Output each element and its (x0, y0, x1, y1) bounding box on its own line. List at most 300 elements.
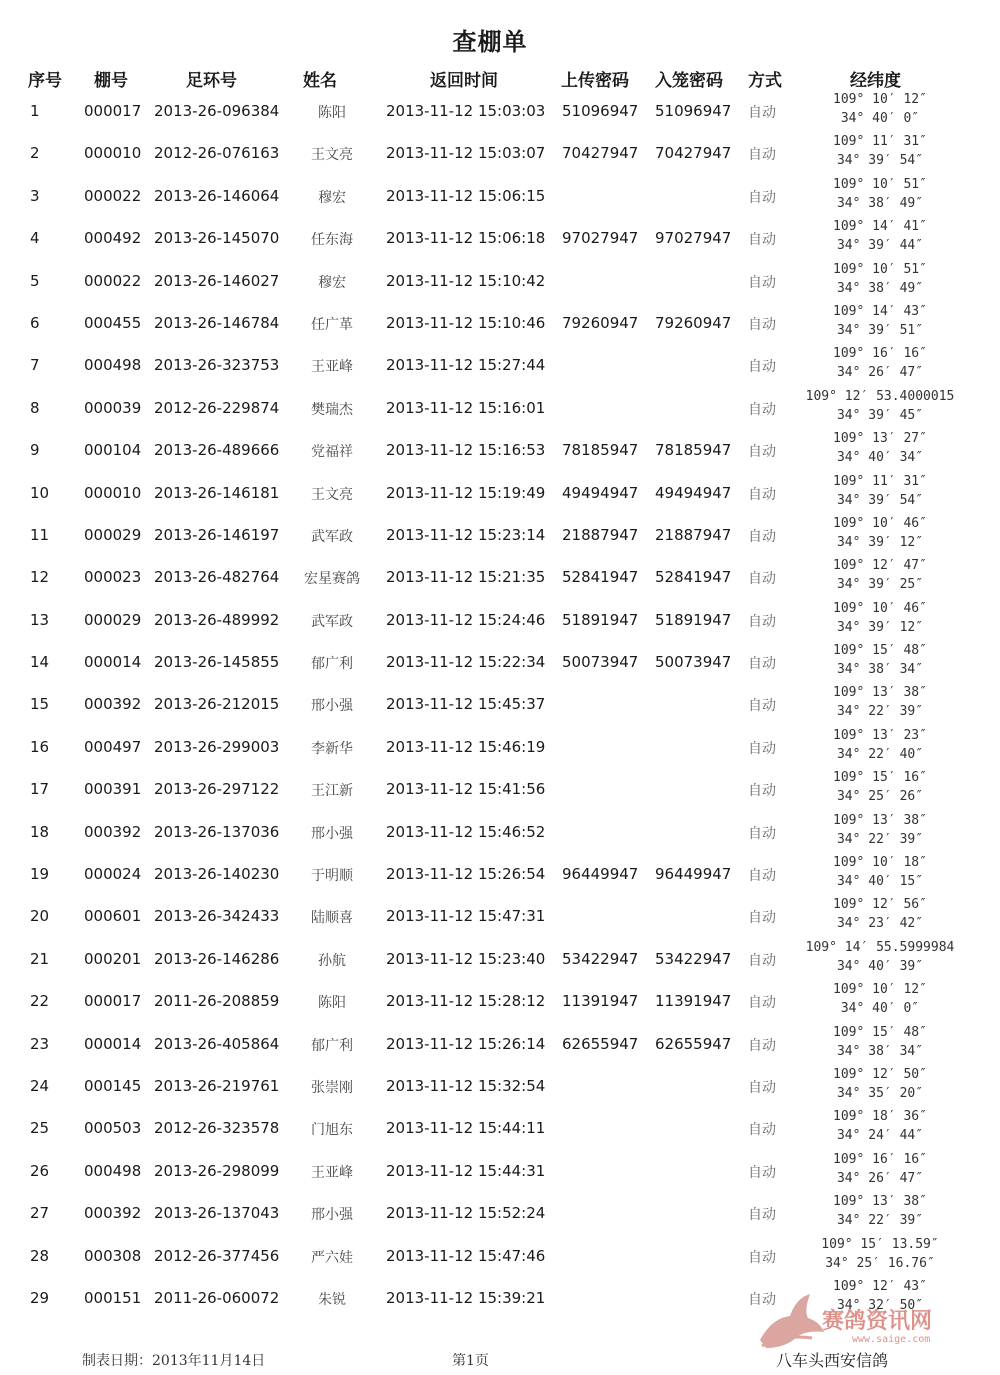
row-time: 2013-11-12 15:45:37 (386, 695, 546, 714)
row-geo (790, 1150, 970, 1188)
row-index: 10 (30, 483, 50, 502)
row-mode: 自动 (748, 105, 776, 121)
row-longitude: 109° 11′ 31″ (833, 134, 927, 150)
row-basket: 79260947 (655, 313, 732, 332)
row-index: 29 (30, 1288, 50, 1307)
row-longitude: 109° 15′ 13.59″ (821, 1236, 939, 1252)
row-longitude: 109° 15′ 16″ (833, 770, 927, 786)
row-geo (790, 217, 970, 255)
row-mode: 自动 (748, 1037, 776, 1054)
row-mode: 自动 (748, 952, 776, 969)
row-longitude: 109° 12′ 47″ (833, 558, 927, 574)
row-ring: 2013-26-146784 (154, 313, 280, 332)
row-longitude: 109° 10′ 51″ (833, 176, 927, 192)
row-time: 2013-11-12 15:06:15 (386, 186, 546, 205)
header-geo: 经纬度 (850, 71, 901, 91)
row-longitude: 109° 14′ 55.5999984 (805, 939, 955, 955)
row-time: 2013-11-12 15:10:46 (386, 313, 546, 332)
row-index: 7 (30, 356, 40, 375)
row-time: 2013-11-12 15:06:18 (386, 229, 546, 248)
row-ring: 2013-26-137036 (154, 822, 280, 841)
row-geo (790, 938, 970, 976)
row-mode: 自动 (748, 571, 776, 588)
row-time: 2013-11-12 15:47:46 (386, 1246, 546, 1265)
row-ring: 2012-26-076163 (154, 144, 280, 163)
row-name: 王文亮 (311, 486, 353, 503)
row-ring: 2013-26-219761 (154, 1076, 280, 1095)
row-geo (790, 1235, 970, 1273)
row-time: 2013-11-12 15:16:01 (386, 398, 546, 417)
row-index: 2 (30, 144, 40, 163)
row-mode: 自动 (748, 740, 776, 757)
row-ring: 2013-26-212015 (154, 695, 280, 714)
row-ring: 2012-26-229874 (154, 398, 280, 417)
row-longitude: 109° 10′ 46″ (833, 600, 927, 616)
row-upload: 21887947 (562, 525, 639, 544)
row-name: 陈阳 (318, 995, 346, 1012)
row-longitude: 109° 14′ 41″ (833, 219, 927, 235)
row-longitude: 109° 15′ 48″ (833, 1024, 927, 1040)
row-basket: 70427947 (655, 144, 732, 163)
table-body (0, 92, 1000, 1327)
row-geo (790, 1023, 970, 1061)
row-name: 王亚峰 (311, 359, 353, 376)
row-index: 26 (30, 1161, 50, 1180)
document-title: 查棚单 (452, 28, 528, 56)
row-index: 8 (30, 398, 40, 417)
row-geo (790, 895, 970, 933)
row-ring: 2013-26-145855 (154, 653, 280, 672)
header-basket: 入笼密码 (655, 71, 723, 91)
row-shed: 000392 (84, 695, 142, 714)
header-upload: 上传密码 (561, 71, 629, 91)
row-time: 2013-11-12 15:03:03 (386, 102, 546, 120)
header-ring: 足环号 (186, 71, 237, 91)
row-shed: 000014 (84, 1034, 142, 1053)
row-shed: 000492 (84, 229, 142, 248)
row-name: 邢小强 (311, 825, 353, 842)
row-basket: 62655947 (655, 1034, 732, 1053)
row-latitude: 34° 39′ 25″ (836, 577, 924, 593)
row-geo (790, 726, 970, 764)
row-shed: 000151 (84, 1288, 142, 1307)
row-shed: 000022 (84, 271, 142, 290)
row-latitude: 34° 22′ 40″ (836, 746, 924, 762)
row-ring: 2012-26-323578 (154, 1119, 280, 1138)
row-time: 2013-11-12 15:32:54 (386, 1076, 546, 1095)
row-time: 2013-11-12 15:24:46 (386, 610, 546, 629)
row-name: 郁广利 (311, 656, 353, 673)
row-shed: 000455 (84, 313, 142, 332)
row-mode: 自动 (748, 1207, 776, 1224)
row-latitude: 34° 40′ 0″ (840, 1001, 920, 1017)
row-geo (790, 853, 970, 891)
row-mode: 自动 (748, 444, 776, 461)
row-name: 王亚峰 (311, 1164, 353, 1181)
row-shed: 000017 (84, 992, 142, 1011)
row-geo (790, 811, 970, 849)
watermark-url: www.saige.com (852, 1334, 931, 1345)
row-latitude: 34° 40′ 0″ (840, 111, 920, 126)
row-name: 武军政 (311, 528, 353, 545)
row-latitude: 34° 32′ 50″ (836, 1297, 924, 1313)
row-longitude: 109° 18′ 36″ (833, 1109, 927, 1125)
row-name: 党福祥 (311, 444, 353, 461)
row-index: 15 (30, 695, 50, 714)
row-time: 2013-11-12 15:52:24 (386, 1204, 546, 1223)
row-longitude: 109° 13′ 38″ (833, 685, 927, 701)
watermark (752, 1288, 982, 1368)
row-time: 2013-11-12 15:26:54 (386, 865, 546, 884)
row-name: 任广革 (311, 316, 353, 333)
row-basket: 50073947 (655, 653, 732, 672)
row-upload: 51096947 (562, 102, 639, 120)
row-basket: 49494947 (655, 483, 732, 502)
row-latitude: 34° 39′ 54″ (836, 153, 924, 169)
row-shed: 000029 (84, 610, 142, 629)
row-latitude: 34° 39′ 45″ (836, 407, 924, 423)
row-time: 2013-11-12 15:16:53 (386, 441, 546, 460)
row-basket: 21887947 (655, 525, 732, 544)
row-index: 19 (30, 865, 50, 884)
row-shed: 000497 (84, 737, 142, 756)
row-geo (790, 980, 970, 1018)
row-mode: 自动 (748, 910, 776, 927)
row-longitude: 109° 10′ 46″ (833, 515, 927, 531)
row-ring: 2011-26-208859 (154, 992, 280, 1011)
row-time: 2013-11-12 15:03:07 (386, 144, 546, 163)
row-time: 2013-11-12 15:23:14 (386, 525, 546, 544)
row-geo (790, 90, 970, 128)
row-index: 28 (30, 1246, 50, 1265)
row-mode: 自动 (748, 189, 776, 206)
row-index: 3 (30, 186, 40, 205)
row-mode: 自动 (748, 147, 776, 164)
row-time: 2013-11-12 15:41:56 (386, 780, 546, 799)
row-index: 12 (30, 568, 50, 587)
row-basket: 97027947 (655, 229, 732, 248)
row-latitude: 34° 40′ 39″ (836, 958, 924, 974)
row-ring: 2013-26-405864 (154, 1034, 280, 1053)
row-geo (790, 768, 970, 806)
header-mode: 方式 (748, 71, 782, 91)
row-name: 李新华 (311, 740, 353, 757)
row-shed: 000145 (84, 1076, 142, 1095)
row-mode: 自动 (748, 1079, 776, 1096)
row-latitude: 34° 25′ 16.76″ (825, 1255, 935, 1271)
row-ring: 2013-26-146064 (154, 186, 280, 205)
row-mode: 自动 (748, 825, 776, 842)
row-ring: 2013-26-482764 (154, 568, 280, 587)
row-basket: 78185947 (655, 441, 732, 460)
row-ring: 2013-26-146181 (154, 483, 280, 502)
row-latitude: 34° 40′ 15″ (836, 874, 924, 890)
row-geo (790, 641, 970, 679)
row-latitude: 34° 39′ 54″ (836, 492, 924, 508)
row-longitude: 109° 12′ 50″ (833, 1066, 927, 1082)
row-upload: 51891947 (562, 610, 639, 629)
row-index: 9 (30, 441, 40, 460)
header-shed: 棚号 (94, 71, 128, 91)
row-name: 邢小强 (311, 698, 353, 715)
row-geo (790, 1107, 970, 1145)
row-longitude: 109° 13′ 38″ (833, 1194, 927, 1210)
row-ring: 2013-26-137043 (154, 1204, 280, 1223)
row-ring: 2013-26-145070 (154, 229, 280, 248)
footer-date: 制表日期：2013年11月14日 (82, 1353, 266, 1369)
row-index: 1 (30, 102, 40, 120)
row-name: 宏星赛鸽 (304, 571, 360, 588)
row-longitude: 109° 13′ 27″ (833, 431, 927, 447)
row-geo (790, 556, 970, 594)
row-geo (790, 599, 970, 637)
row-ring: 2013-26-140230 (154, 865, 280, 884)
row-ring: 2013-26-299003 (154, 737, 280, 756)
row-ring: 2013-26-489666 (154, 441, 280, 460)
header-time: 返回时间 (430, 71, 498, 91)
row-basket: 96449947 (655, 865, 732, 884)
row-longitude: 109° 16′ 16″ (833, 1151, 927, 1167)
row-name: 邢小强 (311, 1207, 353, 1224)
row-mode: 自动 (748, 486, 776, 503)
row-shed: 000024 (84, 865, 142, 884)
row-index: 20 (30, 907, 50, 926)
row-latitude: 34° 39′ 12″ (836, 534, 924, 550)
row-latitude: 34° 35′ 20″ (836, 1085, 924, 1101)
row-geo (790, 429, 970, 467)
row-time: 2013-11-12 15:46:52 (386, 822, 546, 841)
row-time: 2013-11-12 15:46:19 (386, 737, 546, 756)
row-shed: 000023 (84, 568, 142, 587)
row-shed: 000498 (84, 1161, 142, 1180)
row-index: 17 (30, 780, 50, 799)
row-longitude: 109° 10′ 51″ (833, 261, 927, 277)
row-name: 朱锐 (318, 1291, 346, 1308)
row-time: 2013-11-12 15:39:21 (386, 1288, 546, 1307)
row-latitude: 34° 38′ 49″ (836, 195, 924, 211)
row-time: 2013-11-12 15:27:44 (386, 356, 546, 375)
row-ring: 2013-26-297122 (154, 780, 280, 799)
row-mode: 自动 (748, 359, 776, 376)
row-ring: 2013-26-342433 (154, 907, 280, 926)
row-index: 21 (30, 949, 50, 968)
row-mode: 自动 (748, 1249, 776, 1266)
row-latitude: 34° 25′ 26″ (836, 789, 924, 805)
row-mode: 自动 (748, 1122, 776, 1139)
row-shed: 000601 (84, 907, 142, 926)
row-geo (790, 1065, 970, 1103)
row-mode: 自动 (748, 995, 776, 1012)
row-time: 2013-11-12 15:26:14 (386, 1034, 546, 1053)
row-name: 严六娃 (311, 1249, 353, 1266)
row-basket: 51096947 (655, 102, 732, 120)
row-ring: 2013-26-489992 (154, 610, 280, 629)
row-shed: 000017 (84, 102, 142, 120)
row-time: 2013-11-12 15:28:12 (386, 992, 546, 1011)
row-longitude: 109° 10′ 18″ (833, 855, 927, 871)
row-latitude: 34° 26′ 47″ (836, 1170, 924, 1186)
row-ring: 2012-26-377456 (154, 1246, 280, 1265)
row-time: 2013-11-12 15:21:35 (386, 568, 546, 587)
row-latitude: 34° 39′ 12″ (836, 619, 924, 635)
row-upload: 78185947 (562, 441, 639, 460)
header-idx: 序号 (28, 71, 62, 91)
row-name: 任东海 (311, 232, 353, 249)
row-longitude: 109° 13′ 23″ (833, 727, 927, 743)
row-index: 11 (30, 525, 50, 544)
row-upload: 79260947 (562, 313, 639, 332)
row-upload: 11391947 (562, 992, 639, 1011)
row-mode: 自动 (748, 528, 776, 545)
row-name: 于明顺 (311, 868, 353, 885)
row-time: 2013-11-12 15:19:49 (386, 483, 546, 502)
footer-signature: 八车头西安信鸽 (776, 1351, 889, 1370)
row-basket: 11391947 (655, 992, 732, 1011)
row-geo (790, 344, 970, 382)
row-latitude: 34° 22′ 39″ (836, 831, 924, 847)
row-geo (790, 683, 970, 721)
row-longitude: 109° 11′ 31″ (833, 473, 927, 489)
row-upload: 97027947 (562, 229, 639, 248)
row-latitude: 34° 24′ 44″ (836, 1128, 924, 1144)
pigeon-logo-icon (752, 1288, 828, 1354)
row-longitude: 109° 12′ 53.4000015 (805, 388, 955, 404)
row-index: 5 (30, 271, 40, 290)
row-index: 24 (30, 1076, 50, 1095)
row-ring: 2011-26-060072 (154, 1288, 280, 1307)
row-shed: 000029 (84, 525, 142, 544)
row-mode: 自动 (748, 274, 776, 291)
row-index: 18 (30, 822, 50, 841)
row-index: 16 (30, 737, 50, 756)
row-index: 4 (30, 229, 40, 248)
row-name: 穆宏 (318, 189, 346, 206)
row-longitude: 109° 14′ 43″ (833, 303, 927, 319)
row-latitude: 34° 38′ 34″ (836, 1043, 924, 1059)
row-longitude: 109° 16′ 16″ (833, 346, 927, 362)
row-latitude: 34° 26′ 47″ (836, 365, 924, 381)
row-index: 25 (30, 1119, 50, 1138)
row-latitude: 34° 40′ 34″ (836, 450, 924, 466)
footer-page: 第1页 (452, 1353, 489, 1369)
row-time: 2013-11-12 15:23:40 (386, 949, 546, 968)
row-name: 陈阳 (318, 105, 346, 121)
row-name: 孙航 (318, 952, 346, 969)
row-shed: 000392 (84, 822, 142, 841)
row-ring: 2013-26-146197 (154, 525, 280, 544)
row-geo (790, 302, 970, 340)
row-latitude: 34° 38′ 49″ (836, 280, 924, 296)
row-ring: 2013-26-146027 (154, 271, 280, 290)
row-longitude: 109° 15′ 48″ (833, 643, 927, 659)
row-shed: 000498 (84, 356, 142, 375)
row-time: 2013-11-12 15:22:34 (386, 653, 546, 672)
row-latitude: 34° 22′ 39″ (836, 1213, 924, 1229)
row-name: 樊瑞杰 (311, 401, 353, 418)
row-shed: 000392 (84, 1204, 142, 1223)
row-mode: 自动 (748, 232, 776, 249)
row-latitude: 34° 23′ 42″ (836, 916, 924, 932)
row-time: 2013-11-12 15:44:11 (386, 1119, 546, 1138)
row-mode: 自动 (748, 868, 776, 885)
row-ring: 2013-26-298099 (154, 1161, 280, 1180)
row-time: 2013-11-12 15:10:42 (386, 271, 546, 290)
row-basket: 53422947 (655, 949, 732, 968)
row-upload: 53422947 (562, 949, 639, 968)
row-mode: 自动 (748, 401, 776, 418)
row-shed: 000022 (84, 186, 142, 205)
row-index: 27 (30, 1204, 50, 1223)
row-name: 王文亮 (311, 147, 353, 164)
row-mode: 自动 (748, 316, 776, 333)
row-shed: 000308 (84, 1246, 142, 1265)
row-ring: 2013-26-146286 (154, 949, 280, 968)
row-longitude: 109° 10′ 12″ (833, 982, 927, 998)
row-index: 23 (30, 1034, 50, 1053)
watermark-site: 赛鸽资讯网 (822, 1309, 933, 1334)
row-upload: 96449947 (562, 865, 639, 884)
row-latitude: 34° 39′ 51″ (836, 322, 924, 338)
row-longitude: 109° 10′ 12″ (833, 92, 927, 107)
row-name: 郁广利 (311, 1037, 353, 1054)
row-geo (790, 132, 970, 170)
row-mode: 自动 (748, 783, 776, 800)
row-geo (790, 175, 970, 213)
row-index: 13 (30, 610, 50, 629)
row-upload: 50073947 (562, 653, 639, 672)
row-name: 武军政 (311, 613, 353, 630)
row-mode: 自动 (748, 613, 776, 630)
row-index: 22 (30, 992, 50, 1011)
row-longitude: 109° 12′ 56″ (833, 897, 927, 913)
row-upload: 52841947 (562, 568, 639, 587)
row-shed: 000039 (84, 398, 142, 417)
row-mode: 自动 (748, 1164, 776, 1181)
row-geo (790, 260, 970, 298)
row-latitude: 34° 22′ 39″ (836, 704, 924, 720)
row-geo (790, 1192, 970, 1230)
row-latitude: 34° 38′ 34″ (836, 662, 924, 678)
row-basket: 51891947 (655, 610, 732, 629)
row-upload: 49494947 (562, 483, 639, 502)
row-shed: 000010 (84, 483, 142, 502)
row-time: 2013-11-12 15:47:31 (386, 907, 546, 926)
row-shed: 000201 (84, 949, 142, 968)
row-shed: 000391 (84, 780, 142, 799)
row-shed: 000503 (84, 1119, 142, 1138)
row-upload: 70427947 (562, 144, 639, 163)
row-geo (790, 472, 970, 510)
row-upload: 62655947 (562, 1034, 639, 1053)
row-index: 6 (30, 313, 40, 332)
row-shed: 000104 (84, 441, 142, 460)
row-geo (790, 514, 970, 552)
row-mode: 自动 (748, 698, 776, 715)
row-name: 王江新 (311, 783, 353, 800)
row-mode: 自动 (748, 1291, 776, 1308)
header-name: 姓名 (303, 71, 337, 91)
row-shed: 000014 (84, 653, 142, 672)
row-time: 2013-11-12 15:44:31 (386, 1161, 546, 1180)
row-latitude: 34° 39′ 44″ (836, 238, 924, 254)
row-index: 14 (30, 653, 50, 672)
row-geo (790, 387, 970, 425)
row-ring: 2013-26-096384 (154, 102, 280, 120)
row-shed: 000010 (84, 144, 142, 163)
row-mode: 自动 (748, 656, 776, 673)
row-ring: 2013-26-323753 (154, 356, 280, 375)
row-longitude: 109° 13′ 38″ (833, 812, 927, 828)
